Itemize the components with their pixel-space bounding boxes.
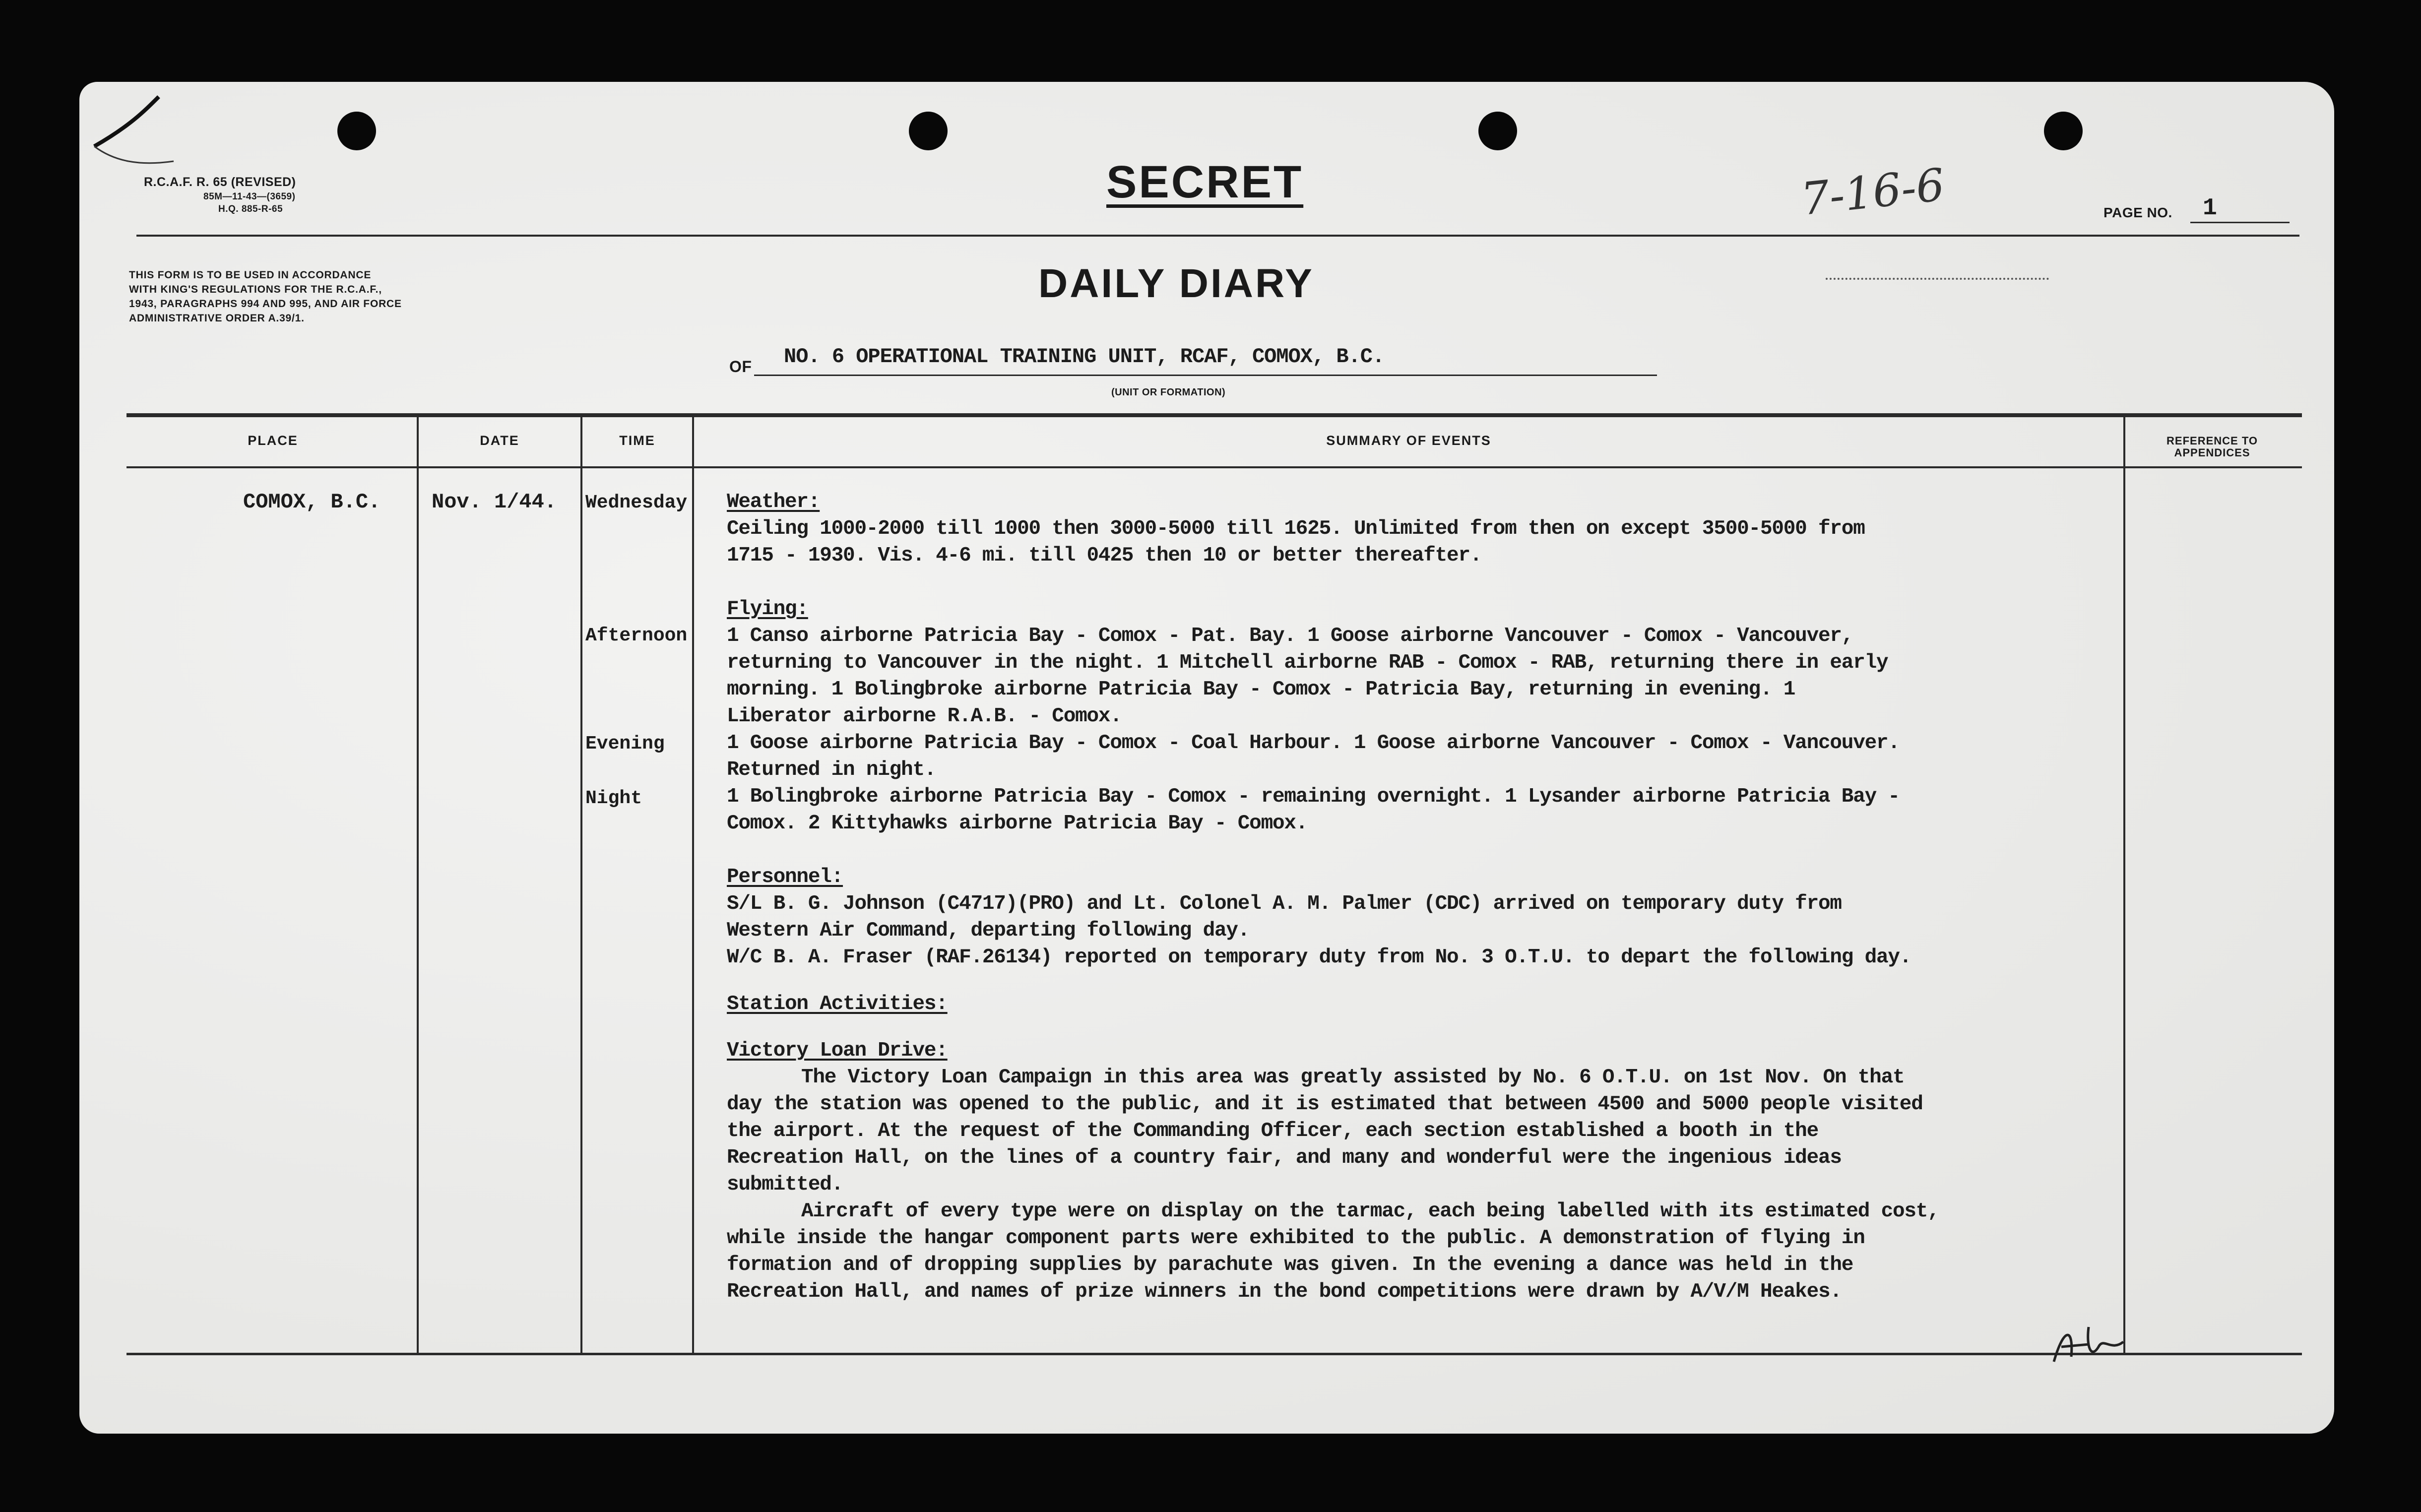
unit-line (754, 375, 1657, 376)
column-divider (692, 415, 694, 1354)
header-bottom-rule (127, 466, 2302, 468)
of-label: OF (729, 358, 752, 376)
regulations-note: THIS FORM IS TO BE USED IN ACCORDANCE WITH KING'S REGULATIONS FOR THE R.C.A.F., 1943, PARAGRAPHS 994 AND 995, AND AIR FORCE ADMINISTRATIVE ORDER A.39/1. (129, 269, 402, 324)
flying-line: Comox. 2 Kittyhawks airborne Patricia Bay - Comox. (727, 812, 1308, 835)
flying-line: Liberator airborne R.A.B. - Comox. (727, 705, 1122, 728)
personnel-line: W/C B. A. Fraser (RAF.26134) reported on temporary duty from No. 3 O.T.U. to depart the following day. (727, 946, 1911, 969)
column-divider (417, 415, 419, 1354)
diary-page (79, 82, 2334, 1434)
page-number-line (2190, 222, 2290, 223)
handwritten-initials (2044, 1317, 2133, 1372)
header-rule (136, 235, 2299, 237)
time-night: Night (585, 788, 642, 809)
entry-day: Wednesday (585, 492, 688, 513)
personnel-line: S/L B. G. Johnson (C4717)(PRO) and Lt. Colonel A. M. Palmer (CDC) arrived on temporary duty from (727, 892, 1842, 915)
flying-line: 1 Canso airborne Patricia Bay - Comox - Pat. Bay. 1 Goose airborne Vancouver - Comox - Vancouver, (727, 625, 1853, 647)
column-header-summary: SUMMARY OF EVENTS (1326, 433, 1491, 448)
flying-line: morning. 1 Bolingbroke airborne Patricia Bay - Comox - Patricia Bay, returning in evening. 1 (727, 678, 1795, 701)
punch-hole (909, 112, 948, 150)
handwritten-reference: 7-16-6 (1798, 159, 1947, 226)
column-header-place: PLACE (248, 433, 298, 448)
punch-hole (2044, 112, 2083, 150)
time-afternoon: Afternoon (585, 625, 688, 646)
column-header-date: DATE (480, 433, 519, 448)
table-bottom-rule (127, 1353, 2302, 1355)
personnel-line: Western Air Command, departing following day. (727, 919, 1250, 942)
victory-loan-line: while inside the hangar component parts were exhibited to the public. A demonstration of flying in (727, 1227, 1865, 1250)
flying-line: 1 Bolingbroke airborne Patricia Bay - Comox - remaining overnight. 1 Lysander airborne Patricia Bay - (727, 785, 1900, 808)
classification-heading: SECRET (1106, 157, 1304, 207)
flying-heading: Flying: (727, 598, 808, 621)
victory-loan-line: day the station was opened to the public, and it is estimated that between 4500 and 5000 people visited (727, 1093, 1923, 1116)
victory-loan-line: Recreation Hall, and names of prize winners in the bond competitions were drawn by A/V/M Heakes. (727, 1280, 1842, 1303)
victory-loan-line: The Victory Loan Campaign in this area was greatly assisted by No. 6 O.T.U. on 1st Nov. On that (801, 1066, 1905, 1089)
flying-line: 1 Goose airborne Patricia Bay - Comox - Coal Harbour. 1 Goose airborne Vancouver - Comox - Vancouver. (727, 732, 1900, 755)
corner-tear-mark (84, 92, 193, 181)
victory-loan-line: formation and of dropping supplies by parachute was given. In the evening a dance was held in the (727, 1254, 1853, 1276)
form-id: R.C.A.F. R. 65 (REVISED) (144, 175, 296, 189)
punch-hole (337, 112, 376, 150)
weather-line: 1715 - 1930. Vis. 4-6 mi. till 0425 then 10 or better thereafter. (727, 544, 1482, 567)
column-divider (2123, 415, 2125, 1354)
flying-line: Returned in night. (727, 758, 936, 781)
unit-name: NO. 6 OPERATIONAL TRAINING UNIT, RCAF, COMOX, B.C. (784, 345, 1385, 369)
personnel-heading: Personnel: (727, 866, 843, 888)
victory-loan-heading: Victory Loan Drive: (727, 1039, 948, 1062)
victory-loan-line: Aircraft of every type were on display on the tarmac, each being labelled with its estimated cost, (801, 1200, 1939, 1223)
column-header-time: TIME (619, 433, 655, 448)
page-title: DAILY DIARY (1038, 261, 1314, 306)
table-top-rule (127, 413, 2302, 417)
time-evening: Evening (585, 733, 665, 755)
victory-loan-line: Recreation Hall, on the lines of a country fair, and many and wonderful were the ingenious ideas (727, 1146, 1842, 1169)
weather-heading: Weather: (727, 491, 820, 513)
entry-date: Nov. 1/44. (432, 490, 557, 514)
punch-hole (1478, 112, 1517, 150)
column-divider (580, 415, 582, 1354)
entry-place: COMOX, B.C. (243, 490, 381, 514)
hq-reference: H.Q. 885-R-65 (218, 204, 283, 214)
flying-line: returning to Vancouver in the night. 1 Mitchell airborne RAB - Comox - RAB, returning there in early (727, 651, 1888, 674)
print-code: 85M—11-43—(3659) (203, 191, 296, 202)
column-header-reference: REFERENCE TO APPENDICES (2166, 435, 2258, 459)
summary-of-events (727, 489, 1939, 1305)
dotted-line (1826, 278, 2049, 280)
page-number: 1 (2203, 195, 2217, 222)
weather-line: Ceiling 1000-2000 till 1000 then 3000-5000 till 1625. Unlimited from then on except 3500-5000 from (727, 517, 1865, 540)
station-activities-heading: Station Activities: (727, 993, 948, 1015)
unit-caption: (UNIT OR FORMATION) (1111, 387, 1226, 398)
victory-loan-line: submitted. (727, 1173, 843, 1196)
page-label: PAGE NO. (2103, 205, 2172, 220)
victory-loan-line: the airport. At the request of the Commanding Officer, each section established a booth in the (727, 1120, 1818, 1142)
